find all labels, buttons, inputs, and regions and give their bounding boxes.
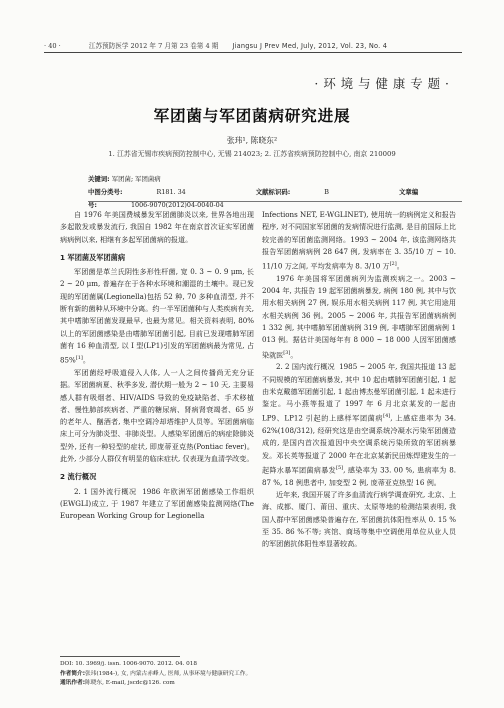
intro-paragraph: 自 1976 年美国费城暴发军团菌肺炎以来, 世界各地出现多起散发或暴发流行, 我国自 1982 年在南京首次证实军团菌病病例以来, 相继有多起军团菌病的报道。 xyxy=(60,210,254,244)
keywords-label: 关键词: xyxy=(88,175,110,183)
subsection-2-1-lead: 2. 1 国外流行概况 xyxy=(74,486,137,496)
author-info-line xyxy=(60,670,460,680)
article-authors: 张玮¹, 陈晓东² xyxy=(226,136,278,145)
continued-paragraph xyxy=(262,209,456,273)
us-surveillance-paragraph xyxy=(262,273,456,361)
section-2-1-paragraph xyxy=(60,486,254,523)
keywords-value: 军团菌; 军团菌病 xyxy=(111,175,161,183)
corresponding-author-line xyxy=(60,679,460,689)
article-title: 军团菌与军团菌病研究进展 xyxy=(153,106,351,125)
citation-ref: [5] xyxy=(336,465,344,472)
section-2-2-paragraph xyxy=(262,361,456,489)
citation-ref: [2] xyxy=(389,261,397,268)
section-1-paragraph-1-text: 军团菌是革兰氏阴性多形性杆菌, 宽 0. 3 ~ 0. 9 μm, 长 2 ~ 20 μm, 普遍存在于各种水环境和潮湿的土壤中。现已发现的军团菌属(Legionella)包括 52 种, 70 多种血清型, 并不断有新的菌种从环境中分离。约一半军团菌种与人类疾病有关, 其中嗜肺军团菌发现最早, 也最为常见。相关资料表明, 80% 以上的军团菌感染是由嗜肺军团菌引起, 目前已发现嗜肺军团菌有 16 种血清型, 以 I 型(LP1)引发的军团菌病最为常见, 占 85% xyxy=(60,267,254,365)
header-rule xyxy=(44,52,462,53)
clc-label: 中图分类号: xyxy=(88,188,123,196)
running-header xyxy=(44,40,464,50)
sentence-end: 。 xyxy=(290,349,298,359)
citation-ref: [4] xyxy=(383,413,391,420)
citation-ref: [3] xyxy=(283,349,291,356)
section-1-paragraph-1 xyxy=(60,266,254,367)
sentence-end: 。 xyxy=(396,261,404,271)
corresponding-label: 通讯作者: xyxy=(60,680,86,687)
articleno-value: 1006-9070(2012)04-0040-04 xyxy=(130,201,224,209)
doi-line: DOI: 10. 3969/j. issn. 1006-9070. 2012. 04. 018 xyxy=(60,661,198,667)
doccode-label: 文献标识码: xyxy=(255,188,291,196)
subsection-2-2-text-c: , 感染率为 33. 00 %, 患病率为 8. 87 %, 18 例患者中, 加变型 2 例, 庞蒂亚克热型 16 例。 xyxy=(262,465,457,487)
footnotes xyxy=(60,660,460,689)
body-column-right xyxy=(262,209,456,550)
subsection-2-1-text: 1986 年欧洲军团菌感染工作组织(EWGLI)成立, 于 1987 年建立了军团菌感染监测网络(The European Working Group for Legionella xyxy=(60,486,254,521)
doccode-value: B xyxy=(324,188,329,196)
citation-ref: [1] xyxy=(75,355,83,362)
footnote-rule xyxy=(60,656,180,657)
journal-name-cn: 江苏预防医学 2012 年 7 月第 23 卷第 4 期 xyxy=(88,42,219,50)
column-tag: ·环境与健康专题· xyxy=(314,76,454,91)
page-number: · 40 · xyxy=(44,42,61,50)
section-1-paragraph-2: 军团菌经呼吸道侵入人体, 人一人之间传播尚无充分证据。军团菌病夏、秋季多发, 潜伏期一般为 2 ~ 10 天, 主要易感人群有吸烟者、HIV/AIDS 导致的免疫缺陷者、手术移植者、慢性肺部疾病者、严重的糖尿病、肾病肾衰竭者、65 岁的老年人、酗酒者, 集中空调冷却塔维护人员等。军团菌病临床上可分为肺炎型、非肺炎型。人感染军团菌后的病症除肺炎型外, 还有一种轻型的症状, 即庞蒂亚克热(Pontiac fever)。此外, 少部分人群仅有明显的临床症状, 仅表现为血清学改变。 xyxy=(60,367,254,463)
journal-name-en: Jiangsu J Prev Med, July, 2012, Vol. 23, No. 4 xyxy=(232,42,388,50)
body-column-left xyxy=(60,209,254,522)
corresponding-text: 陈晓东, E-mail, jscdc@126. com xyxy=(85,680,175,687)
subsection-2-2-lead: 2. 2 国内流行概况 xyxy=(276,362,335,372)
serology-paragraph: 近年来, 我国开展了许多血清流行病学调查研究, 北京、上海、成都、厦门、莆田、重庆、太原等地的检测结果表明, 我国人群中军团菌感染普遍存在, 军团菌抗体阳性率从 0. 15 %至 35. 86 %不等; 宾馆、商场等集中空调使用单位从业人员的军团菌抗体阳性率显著较高。 xyxy=(262,489,456,549)
continued-text: Infections NET, E-WGLINET), 使用统一的病例定义和报告程序, 对不同国家军团菌的发病情况进行监测, 是目前国际上比较完善的军团菌监测网络。1993 ~ 2004 年, 该监测网络共报告军团菌病病例 28 647 例, 发病率在 3. 35/10 万 ~ 10. 11/10 万之间, 平均发病率为 8. 3/10 万 xyxy=(262,210,456,271)
keywords-row xyxy=(88,173,468,186)
section-2-heading: 2 流行概况 xyxy=(60,472,97,482)
clc-value: R181. 34 xyxy=(156,188,186,196)
article-meta xyxy=(88,173,468,212)
subsection-2-2-text-b: , 上感症患率为 34. 62%(108/312), 经研究这是由空调系统冷凝水污染军团菌造成的, 是国内首次报道因中央空调系统污染所致的军团病暴发。邓长英等报道了 2000 年在北京某新民田炼焊建发生的一起降水暴军团菌病暴发 xyxy=(262,413,457,475)
author-info-text: 张玮(1984-), 女, 内蒙古赤峰人, 医师, 从事环境与健康研究工作。 xyxy=(85,670,252,677)
author-affiliation: 1. 江苏省无锡市疾病预防控制中心, 无锡 214023; 2. 江苏省疾病预防控制中心, 南京 210009 xyxy=(108,150,396,158)
sentence-end: 。 xyxy=(82,355,90,365)
articleno-label: 文章编号: xyxy=(88,188,419,209)
subsection-2-2-text: 1985 ~ 2005 年, 我国共报道 13 起不同规模的军团菌病暴发, 其中 10 起由嗜肺军团菌引起, 1 起由米克戴德军团菌引起, 1 起由博杰曼军团菌引起, 1 起未进行鉴定。马小燕等报道了 1997 年 6 月北京某发的一起由 LP9、LP12 引起的上感样军团菌病 xyxy=(262,362,456,423)
section-1-heading: 1 军团菌及军团菌病 xyxy=(60,252,126,262)
meta-rule xyxy=(88,201,462,202)
author-info-label: 作者简介: xyxy=(60,670,86,677)
us-surveillance-text: 1976 年美国将军团菌病列为监测疾病之一。2003 ~ 2004 年, 共报告 19 起军团菌病暴发, 病例 180 例, 其中与饮用水相关病例 27 例, 娱乐用水相关病例 117 例, 其它用途用水相关病例 36 例。2005 ~ 2006 年, 共报告军团菌病病例 1 332 例, 其中嗜肺军团菌病例 319 例, 非嗜肺军团菌病例 1 013 例。据估计美国每年有 8 000 ~ 18 000 人因军团菌感染就医 xyxy=(262,273,456,359)
